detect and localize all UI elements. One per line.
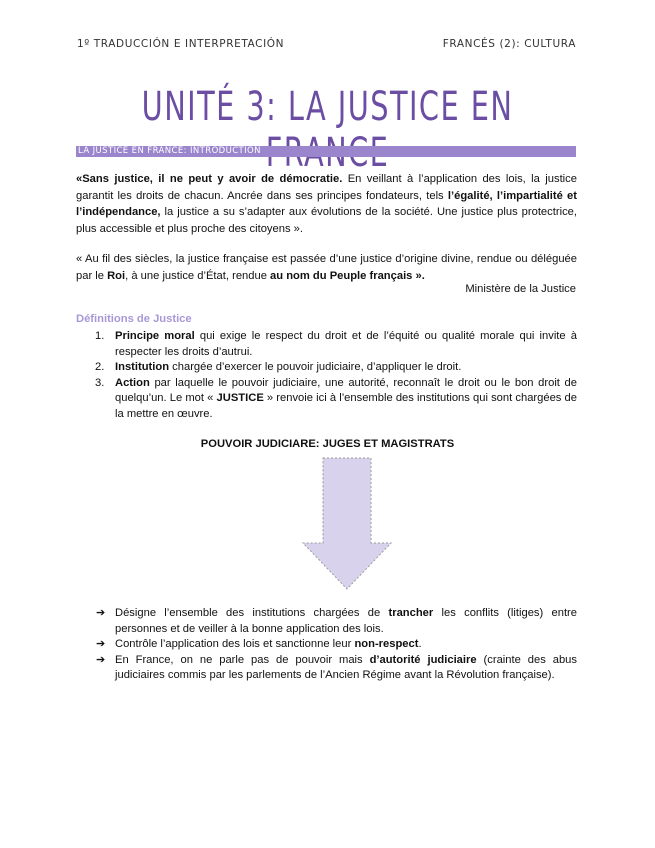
definition-term: Action: [115, 376, 150, 389]
header-course: 1º TRADUCCIÓN E INTERPRETACIÓN: [77, 38, 285, 50]
bullet-text-a: Contrôle l’application des lois et sanctionne leur: [115, 638, 355, 650]
list-item: [96, 637, 577, 653]
list-item: [76, 376, 577, 423]
arrow-bullet-icon: ➔: [96, 653, 106, 666]
list-item: [76, 360, 577, 376]
arrow-bullet-icon: ➔: [96, 638, 106, 650]
definition-term-justice: JUSTICE: [216, 392, 264, 404]
list-item: [96, 606, 577, 637]
intro-paragraph-1: [76, 171, 577, 237]
bullet-text-c: les conflits (litiges) entre personnes et de veiller à la bonne application des lois.: [115, 607, 577, 635]
definition-text: par laquelle le pouvoir judiciaire, une autorité, reconnaît le droit ou le bon droit de quelqu’un. Le mot «: [115, 376, 577, 404]
bullet-text-a: En France, on ne parle pas de pouvoir mais: [115, 653, 370, 666]
header-subject: FRANCÉS (2): CULTURA: [442, 38, 576, 50]
list-number: 1.: [95, 330, 105, 342]
definition-text: chargée d’exercer le pouvoir judiciaire, d’appliquer le droit.: [169, 361, 462, 373]
definition-term: Principe moral: [115, 330, 195, 342]
list-number: 2.: [95, 361, 105, 373]
list-number: 3.: [95, 376, 105, 389]
intro-p2-text-b: , à une justice d’État, rendue: [125, 269, 271, 282]
intro-p2-text-a: « Au fil des siècles, la justice française est passée d’une justice d’origine divine, rendue ou déléguée par le: [76, 253, 577, 282]
list-item: [76, 329, 577, 360]
down-arrow-shape: [303, 458, 391, 589]
down-arrow-icon: [301, 457, 393, 591]
definition-text: qui exige le respect du droit et de l’équité ou qualité morale qui invite à respecter les droits d’autrui.: [115, 330, 577, 358]
page-title: UNITÉ 3: LA JUSTICE EN: [141, 84, 514, 130]
bullet-text-c: .: [418, 638, 422, 650]
intro-paragraph-2: [76, 251, 577, 284]
definition-term: Institution: [115, 361, 170, 373]
definition-text-2: » renvoie ici à l’ensemble des institutions qui sont chargées de la mettre en œuvre.: [115, 392, 577, 420]
arrow-bullet-icon: ➔: [96, 607, 106, 619]
bullet-bold: non-respect: [354, 638, 419, 650]
intro-quote-bold: «Sans justice, il ne peut y avoir de démocratie.: [76, 173, 343, 185]
definitions-heading: Définitions de Justice: [76, 313, 192, 325]
bullet-bold: d’autorité judiciaire: [369, 653, 477, 666]
bullet-text-a: Désigne l’ensemble des institutions chargées de: [115, 607, 389, 619]
definitions-list: [76, 329, 577, 422]
intro-p2-peuple: au nom du Peuple français ».: [270, 269, 425, 282]
bullet-list: [96, 606, 577, 684]
intro-p2-roi: Roi: [107, 269, 126, 282]
bullet-bold: trancher: [388, 607, 434, 619]
quote-source: Ministère de la Justice: [465, 283, 576, 295]
intro-text-a: En veillant à l’application des lois, la justice garantit les droits de chacun. Ancrée dans ses principes fondateurs, tels: [76, 173, 577, 202]
section-band: LA JUSTICE EN FRANCE: INTRODUCTION: [76, 146, 576, 157]
list-item: [96, 653, 577, 684]
intro-text-b: la justice a su s’adapter aux évolutions de la société. Une justice plus protectrice, plus accessible et plus proche des citoyens ».: [76, 206, 577, 235]
pouvoir-heading: POUVOIR JUDICIARE: JUGES ET MAGISTRATS: [200, 438, 455, 450]
intro-principles-bold: l’égalité, l’impartialité et l’indépendance,: [76, 189, 577, 218]
bullet-text-c: (crainte des abus judiciaires commis par les parlements de l’Ancien Régime avant la Révolution française).: [115, 653, 577, 681]
